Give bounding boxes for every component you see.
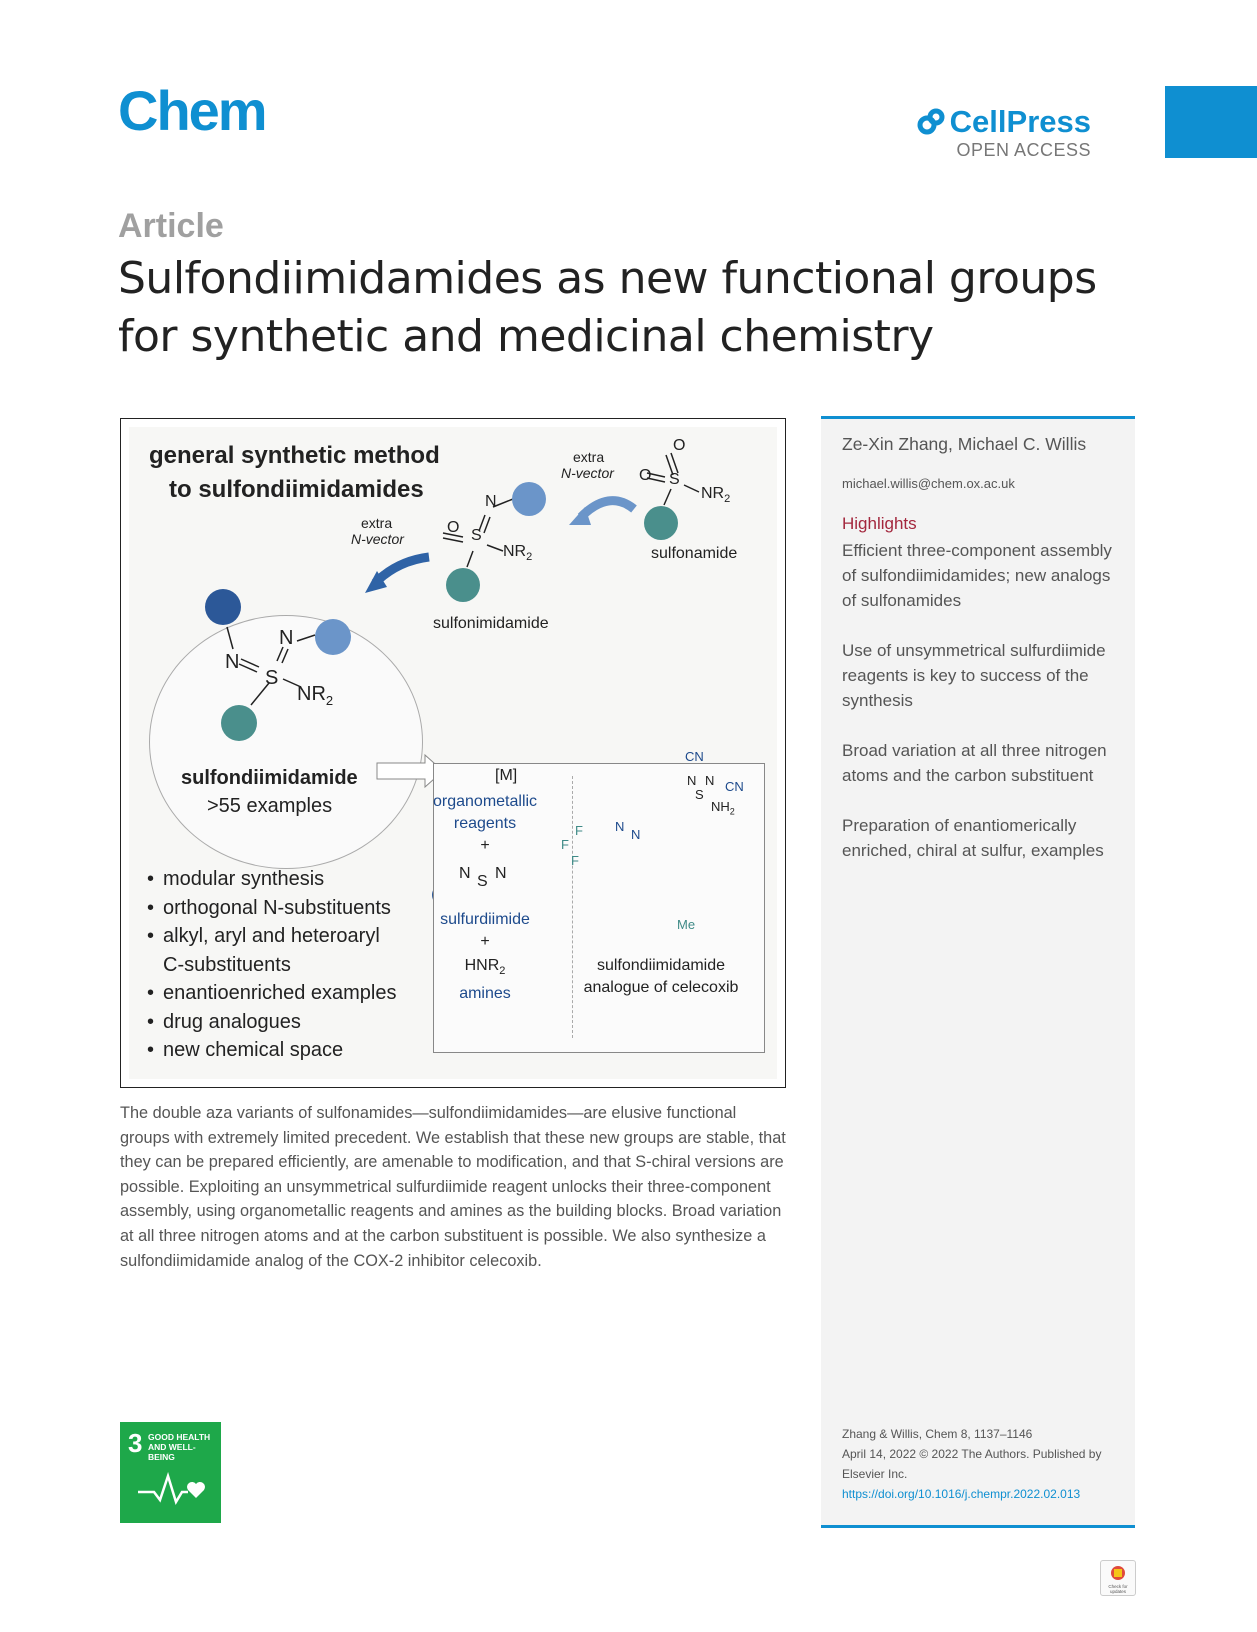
atom-f-2: F	[561, 837, 569, 852]
sdi-n2-substituent	[315, 619, 351, 655]
open-access-label: OPEN ACCESS	[956, 140, 1091, 160]
bullet-item: • new chemical space	[147, 1036, 397, 1065]
components-divider	[572, 776, 573, 1038]
doi-link[interactable]: https://doi.org/10.1016/j.chempr.2022.02.013	[842, 1487, 1081, 1501]
bullet-item: • drug analogues	[147, 1008, 397, 1037]
publisher-name: CellPress	[949, 104, 1091, 139]
plus-sign-2: +	[480, 933, 490, 950]
atom-o-2: O	[639, 467, 652, 484]
n-vector-label-1: N-vector	[561, 465, 614, 481]
plus-sign-1: +	[480, 837, 490, 854]
graphical-abstract	[120, 418, 786, 1088]
atom-n-7: N	[705, 773, 715, 788]
atom-nr2-1: $NR_2$	[701, 485, 731, 506]
atom-me: Me	[677, 917, 696, 932]
atom-s-4: S	[477, 873, 488, 890]
atom-n-6: N	[687, 773, 697, 788]
organometallic-label: organometallic	[433, 793, 538, 810]
sulfonimidamide-carbon-substituent	[446, 568, 480, 602]
extra-label-1: extra	[573, 449, 605, 465]
atom-cn-2: CN	[725, 779, 744, 794]
author-list: Ze-Xin Zhang, Michael C. Willis	[842, 434, 1087, 454]
atom-n-1: N	[485, 493, 497, 510]
journal-logo[interactable]: Chem	[118, 79, 266, 142]
atom-o-1: O	[673, 437, 686, 454]
atom-f-3: F	[571, 853, 579, 868]
highlight-item: Efficient three-component assembly of sulfondiimidamides; new analogs of sulfonamides	[842, 541, 1112, 610]
atom-nr2-3: $NR_2$	[297, 683, 334, 708]
atom-o-3: O	[447, 519, 460, 536]
heartbeat-icon	[138, 1472, 208, 1506]
sdi-carbon-substituent	[221, 705, 257, 741]
atom-n-4: N	[459, 865, 471, 882]
atom-n-2: N	[279, 627, 294, 649]
reagents-label: reagents	[453, 815, 517, 832]
ga-heading-line2: to sulfondiimidamides	[169, 476, 424, 503]
atom-s-1: S	[669, 471, 680, 488]
n-vector-label-2: N-vector	[351, 531, 404, 547]
sulfurdiimide-label: sulfurdiimide	[440, 911, 530, 928]
atom-nh2: $NH_2$	[711, 799, 735, 817]
check-for-updates-button[interactable]	[1100, 1560, 1136, 1596]
sulfonimidamide-n-substituent	[512, 482, 546, 516]
check-updates-label: Check for updates	[1108, 1584, 1128, 1594]
highlight-item: Use of unsymmetrical sulfurdiimide reagents is key to success of the synthesis	[842, 641, 1106, 710]
highlight-item: Preparation of enantiomerically enriched, chiral at sulfur, examples	[842, 816, 1104, 860]
citation-block	[842, 1424, 1132, 1504]
abstract-text: The double aza variants of sulfonamides—sulfondiimidamides—are elusive functional groups with extremely limited precedent. We establish that these new groups are stable, that they can be prepared efficiently, are amenable to modification, and that S-chiral versions are possible. Exploiting an unsymmetrical sulfurdiimide reagent unlocks their three-component assembly, using organometallic reagents and amines as the building blocks. Broad variation at all three nitrogen atoms and at the carbon substituent is possible. We also synthesize a sulfondiimidamide analog of the COX-2 inhibitor celecoxib.	[120, 1104, 786, 1270]
cellpress-mark-icon	[916, 107, 946, 137]
bullet-item: • orthogonal N-substituents	[147, 894, 397, 923]
sulfonamide-structure	[644, 453, 699, 540]
amines-label: amines	[459, 985, 511, 1002]
arrow-extra-n-1	[581, 501, 634, 517]
sdi-n1-substituent	[205, 589, 241, 625]
atom-n-3: N	[225, 651, 240, 673]
atom-nr2-2: $NR_2$	[503, 543, 533, 564]
metal-label: [M]	[495, 767, 518, 784]
sulfonamide-carbon-substituent	[644, 506, 678, 540]
arrow-extra-n-2	[375, 557, 429, 583]
sdg-title: GOOD HEALTH AND WELL-BEING	[148, 1432, 211, 1462]
bullet-item: • alkyl, aryl and heteroaryl	[147, 922, 397, 951]
sulfonamide-label: sulfonamide	[651, 545, 738, 562]
atom-n-9: N	[631, 827, 641, 842]
article-type-label: Article	[118, 207, 224, 245]
feature-bullet-list	[147, 865, 397, 1065]
article-title: Sulfondiimidamides as new functional groups for synthetic and medicinal chemistry	[118, 253, 1097, 362]
bullet-item: • enantioenriched examples	[147, 979, 397, 1008]
examples-count: >55 examples	[207, 795, 333, 817]
atom-s-5: S	[695, 787, 704, 802]
atom-f-1: F	[575, 823, 583, 838]
corner-tab	[1165, 86, 1257, 158]
sdg-badge	[120, 1422, 221, 1523]
atom-n-8: N	[615, 819, 625, 834]
highlight-item: Broad variation at all three nitrogen atoms and the carbon substituent	[842, 741, 1107, 785]
celecoxib-label-line1: sulfondiimidamide	[596, 957, 726, 974]
bullet-item-continuation: C-substituents	[163, 953, 291, 976]
celecoxib-label-line2: analogue of celecoxib	[583, 979, 739, 996]
sdg-number: 3	[128, 1428, 143, 1458]
citation-line2: April 14, 2022 © 2022 The Authors. Published by Elsevier Inc.	[842, 1447, 1102, 1481]
atom-cn-1: CN	[685, 749, 704, 764]
cellpress-logo[interactable]	[916, 104, 1091, 140]
citation-line1: Zhang & Willis, Chem 8, 1137–1146	[842, 1427, 1033, 1441]
sulfondiimidamide-label: sulfondiimidamide	[181, 767, 358, 789]
sulfonimidamide-label: sulfonimidamide	[433, 615, 549, 632]
atom-s-3: S	[265, 667, 279, 689]
highlights-list	[842, 538, 1122, 888]
amine-formula: $HNR_2$	[464, 957, 506, 978]
ga-heading-line1: general synthetic method	[149, 442, 440, 469]
corresponding-email-link[interactable]: michael.willis@chem.ox.ac.uk	[842, 476, 1015, 491]
highlights-heading: Highlights	[842, 514, 917, 533]
atom-s-2: S	[471, 527, 482, 544]
atom-n-5: N	[495, 865, 507, 882]
bullet-item: • modular synthesis	[147, 865, 397, 894]
extra-label-2: extra	[361, 515, 393, 531]
